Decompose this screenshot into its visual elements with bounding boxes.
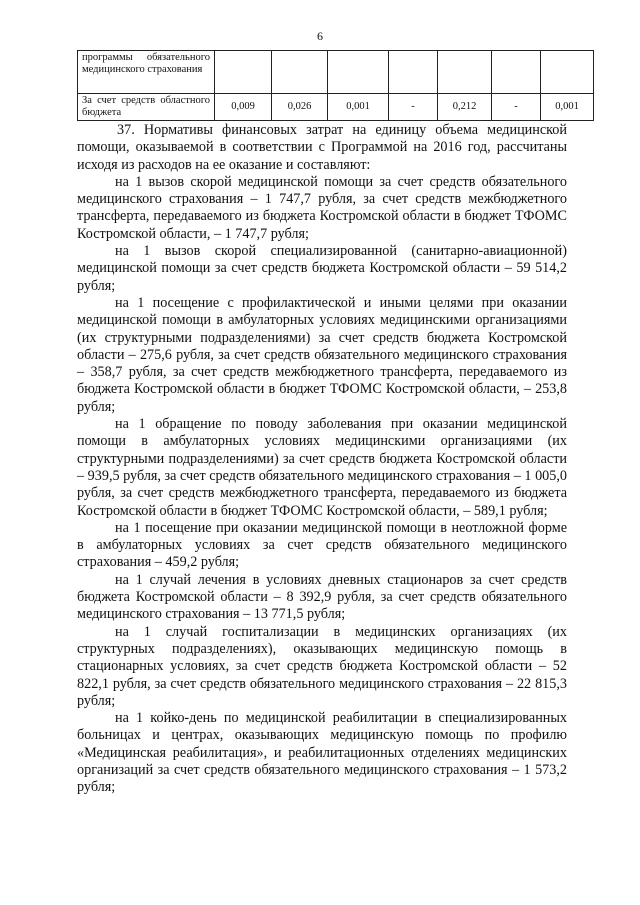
table-row — [78, 94, 594, 121]
table-cell — [389, 51, 438, 94]
financing-volume-table — [77, 50, 594, 121]
table-cell — [328, 51, 389, 94]
table-cell: 0,001 — [541, 94, 594, 121]
table-cell — [272, 51, 328, 94]
paragraph-rehabilitation-bed-day: на 1 койко-день по медицинской реабилитации в специализированных больницах и центрах, оказывающих медицинскую помощь по профилю «Медицинская реабилитация», и реабилитационных отделениях медицинских организаций за счет средств обязательного медицинского страхования – 1 573,2 рубля; — [77, 710, 567, 796]
table-cell: 0,001 — [328, 94, 389, 121]
document-body — [77, 122, 567, 797]
table-cell: 0,026 — [272, 94, 328, 121]
row-label: программы обязательного медицинского страхования — [78, 51, 215, 94]
row-label: За счет средств областного бюджета — [78, 94, 215, 121]
table-cell — [438, 51, 492, 94]
paragraph-disease-appeal: на 1 обращение по поводу заболевания при оказании медицинской помощи в амбулаторных условиях медицинскими организациями (их структурными подразделениями) за счет средств бюджета Костромской области – 939,5 рубля, за счет средств обязательного медицинского страхования – 1 005,0 рубля, за счет средств межбюджетного трансферта, передаваемого из бюджета Костромской области в бюджет ТФОМС Костромской области, – 589,1 рубля; — [77, 416, 567, 519]
paragraph-air-ambulance-call: на 1 вызов скорой специализированной (санитарно-авиационной) медицинской помощи за счет средств бюджета Костромской области – 59 514,2 рубля; — [77, 243, 567, 294]
table-cell: 0,009 — [215, 94, 272, 121]
page-number: 6 — [317, 29, 323, 43]
paragraph-urgent-visit: на 1 посещение при оказании медицинской помощи в неотложной форме в амбулаторных условиях за счет средств обязательного медицинского страхования – 459,2 рубля; — [77, 519, 567, 571]
table-cell: 0,212 — [438, 94, 492, 121]
table-row — [78, 51, 594, 94]
paragraph-37-intro: 37. Нормативы финансовых затрат на единицу объема медицинской помощи, оказываемой в соответствии с Программой на 2016 год, рассчитаны исходя из расходов на ее оказание и составляют: — [77, 122, 567, 173]
paragraph-ambulance-call: на 1 вызов скорой медицинской помощи за счет средств обязательного медицинского страхования – 1 747,7 рубля, за счет средств межбюджетного трансферта, передаваемого из бюджета Костромской области в бюджет ТФОМС Костромской области, – 1 747,7 рубля; — [77, 173, 567, 242]
table-cell: - — [492, 94, 541, 121]
table-cell — [492, 51, 541, 94]
paragraph-preventive-visit: на 1 посещение с профилактической и иными целями при оказании медицинской помощи в амбулаторных условиях медицинскими организациями (их структурными подразделениями) за счет средств бюджета Костромской области – 275,6 рубля, за счет средств обязательного медицинского страхования – 358,7 рубля, за счет средств межбюджетного трансферта, передаваемого из бюджета Костромской области в бюджет ТФОМС Костромской области, – 253,8 рубля; — [77, 294, 567, 415]
paragraph-day-hospital-case: на 1 случай лечения в условиях дневных стационаров за счет средств бюджета Костромской области – 8 392,9 рубля, за счет средств обязательного медицинского страхования – 13 771,5 рубля; — [77, 571, 567, 623]
paragraph-hospitalization-case: на 1 случай госпитализации в медицинских организациях (их структурных подразделениях), оказывающих медицинскую помощь в стационарных условиях, за счет средств бюджета Костромской области – 52 822,1 рубля, за счет средств обязательного медицинского страхования – 22 815,3 рубля; — [77, 623, 567, 709]
table-cell — [215, 51, 272, 94]
table-cell: - — [389, 94, 438, 121]
table-cell — [541, 51, 594, 94]
